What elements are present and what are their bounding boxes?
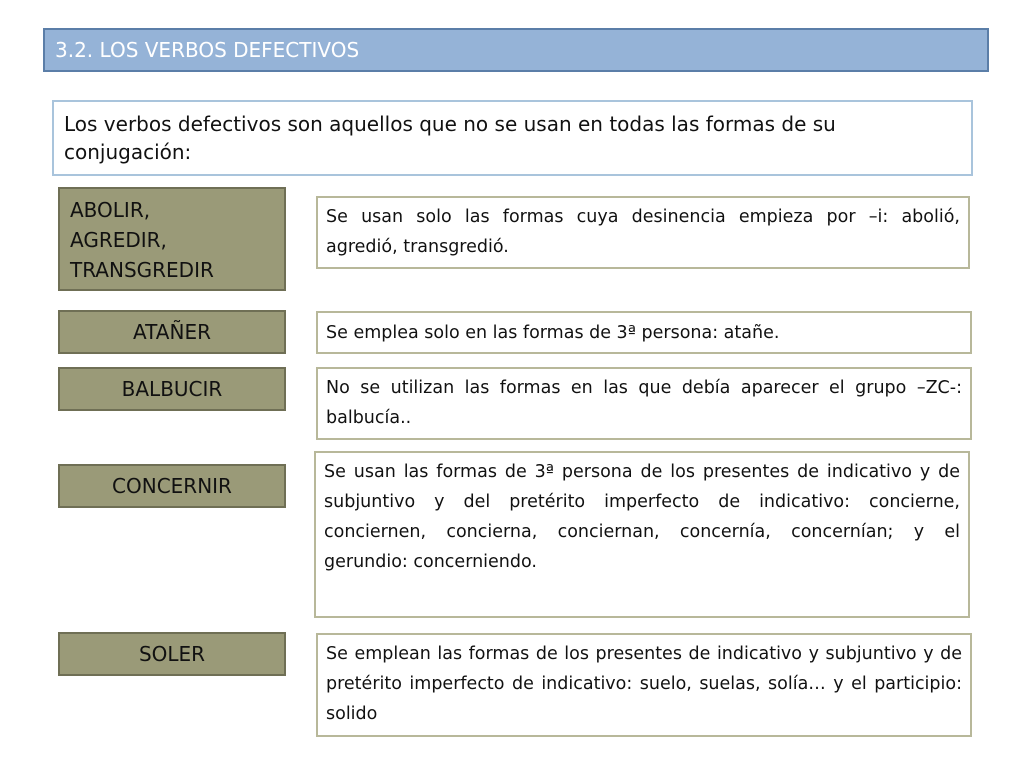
slide-title: 3.2. LOS VERBOS DEFECTIVOS bbox=[43, 28, 989, 72]
verb-box-concernir: CONCERNIR bbox=[58, 464, 286, 508]
verb-box-soler: SOLER bbox=[58, 632, 286, 676]
intro-text: Los verbos defectivos son aquellos que no se usan en todas las formas de su conjugación: bbox=[52, 100, 973, 176]
desc-box-abolir: Se usan solo las formas cuya desinencia empieza por –i: abolió, agredió, transgredió. bbox=[316, 196, 970, 269]
desc-box-atanyer: Se emplea solo en las formas de 3ª persona: atañe. bbox=[316, 311, 972, 354]
verb-box-balbucir: BALBUCIR bbox=[58, 367, 286, 411]
desc-box-concernir: Se usan las formas de 3ª persona de los presentes de indicativo y de subjuntivo y del pretérito imperfecto de indicativo: concierne, conciernen, concierna, conciernan, concernía, concernían; y el gerundio: concerniendo. bbox=[314, 451, 970, 618]
verb-box-atanyer: ATAÑER bbox=[58, 310, 286, 354]
desc-box-soler: Se emplean las formas de los presentes de indicativo y subjuntivo y de pretérito imperfecto de indicativo: suelo, suelas, solía… y el participio: solido bbox=[316, 633, 972, 737]
verb-box-abolir: ABOLIR, AGREDIR, TRANSGREDIR bbox=[58, 187, 286, 291]
desc-box-balbucir: No se utilizan las formas en las que debía aparecer el grupo –ZC-: balbucía.. bbox=[316, 367, 972, 440]
